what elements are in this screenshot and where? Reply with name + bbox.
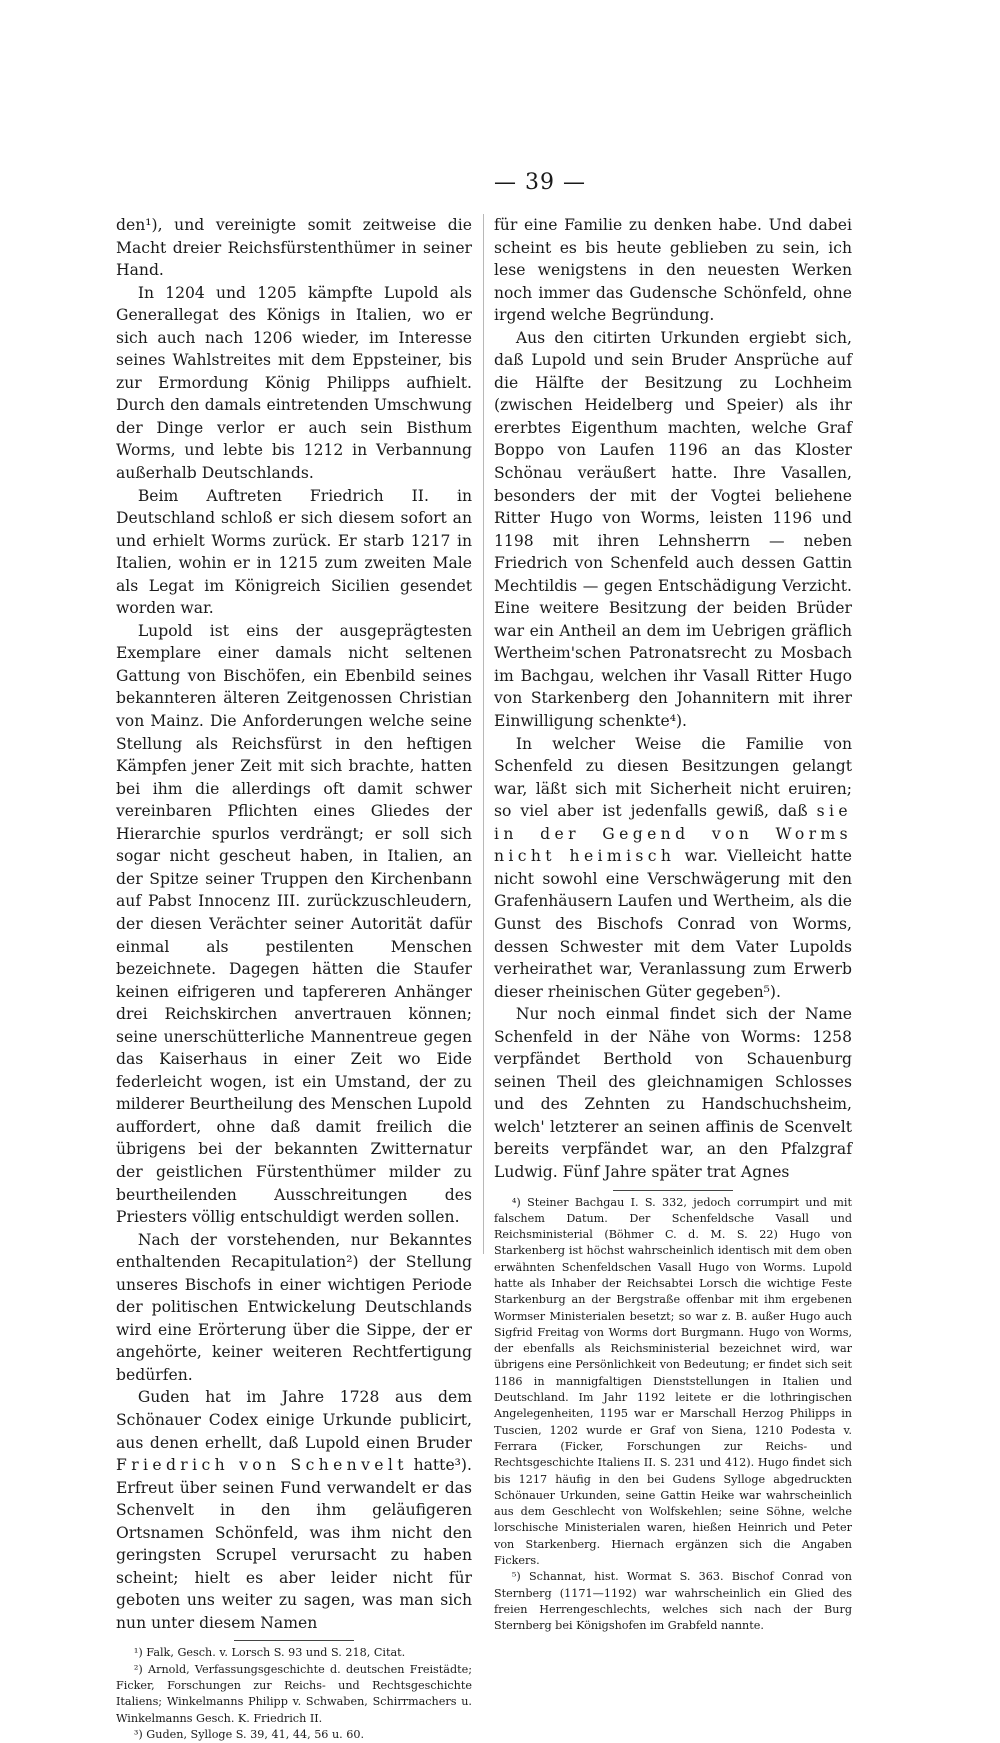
footnote: ¹) Falk, Gesch. v. Lorsch S. 93 und S. 218, Citat. <box>133 1646 406 1660</box>
page-number: — 39 — <box>494 170 586 195</box>
footnote-rule <box>613 1190 733 1191</box>
paragraph: Nur noch einmal findet sich der Name Schenfeld in der Nähe von Worms: 1258 verpfändet Berthold von Schauenburg seinen Theil des gleichnamigen Schlosses und des Zehnten zu Handschuchsheim, welch' letzterer an seinen affinis de Scenvelt bereits verpfändet war, an den Pfalzgraf Ludwig. Fünf Jahre später trat Agnes <box>494 1005 852 1181</box>
left-column <box>116 214 472 1743</box>
footnotes-right <box>494 1195 852 1635</box>
footnote: ⁵) Schannat, hist. Wormat S. 363. Bischof Conrad von Sternberg (1171—1192) war wahrscheinlich ein Glied des freien Herrengeschlechts, welches sich nach der Burg Sternberg bei Königshofen im Grabfeld nannte. <box>494 1570 852 1633</box>
paragraph: Aus den citirten Urkunden ergiebt sich, daß Lupold und sein Bruder Ansprüche auf die Hälfte der Besitzung zu Lochheim (zwischen Heidelberg und Speier) als ihr ererbtes Eigenthum machten, welche Graf Boppo von Laufen 1196 an das Kloster Schönau veräußert hatte. Ihre Vasallen, besonders der mit der Vogtei beliehene Ritter Hugo von Worms, leisten 1196 und 1198 mit ihren Lehnsherrn — neben Friedrich von Schenfeld auch dessen Gattin Mechtildis — gegen Entschädigung Verzicht. Eine weitere Besitzung der beiden Brüder war ein Antheil an dem im Uebrigen gräflich Wertheim'schen Patronatsrecht zu Mosbach im Bachgau, welchen ihr Vasall Ritter Hugo von Starkenberg den Johannitern mit ihrer Einwilligung schenkte⁴). <box>494 328 852 731</box>
text-run: Guden hat im Jahre 1728 aus dem Schönauer Codex einige Urkunde publicirt, aus denen erhellt, daß Lupold einen Bruder <box>116 1388 472 1452</box>
footnote: ⁴) Steiner Bachgau I. S. 332, jedoch corrumpirt und mit falschem Datum. Der Schenfeldsche Vasall und Reichsministerial (Böhmer C. d. M. S. 22) Hugo von Starkenberg ist höchst wahrscheinlich identisch mit dem oben erwähnten Schenfeldschen Vasall Hugo von Worms. Lupold hatte als Inhaber der Reichsabtei Lorsch die wichtige Feste Starkenburg an der Bergstraße offenbar mit ihm ergebenen Wormser Ministerialen besetzt; so war z. B. außer Hugo auch Sigfrid Freitag von Worms dort Burgmann. Hugo von Worms, der ebenfalls als Reichsministerial bezeichnet wird, war übrigens eine Persönlichkeit von Bedeutung; er findet sich seit 1186 in mannigfaltigen Dienststellungen in Italien und Deutschland. Im Jahr 1192 leitete er die lothringischen Angelegenheiten, 1195 war er Marschall Herzog Philipps in Tuscien, 1202 wurde er Graf von Siena, 1210 Podesta v. Ferrara (Ficker, Forschungen zur Reichs- und Rechtsgeschichte Italiens II. S. 231 und 412). Hugo findet sich bis 1217 häufig in den bei Gudens Sylloge abgedruckten Schönauer Urkunden, seine Gattin Heike war wahrscheinlich aus dem Geschlecht von Wolfskehlen; seine Söhne, welche lorschische Ministerialen waren, hießen Heinrich und Peter von Starkenberg. Hiernach ergänzen sich die Angaben Fickers. <box>494 1195 852 1568</box>
footnote: ³) Guden, Sylloge S. 39, 41, 44, 56 u. 60. <box>133 1727 365 1741</box>
paragraph: den¹), und vereinigte somit zeitweise die Macht dreier Reichsfürstenthümer in seiner Hand. <box>116 216 472 280</box>
text-run: In welcher Weise die Familie von Schenfeld zu diesen Besitzungen gelangt war, läßt sich mit Sicherheit nicht eruiren; so viel aber ist jedenfalls gewiß, daß <box>494 734 852 821</box>
spaced-name: Friedrich von Schenvelt <box>116 1456 408 1475</box>
paragraph: für eine Familie zu denken habe. Und dabei scheint es bis heute geblieben zu sein, ich lese wenigstens in den neuesten Werken noch immer das Gudensche Schönfeld, ohne irgend welche Begründung. <box>494 216 852 325</box>
paragraph-gudenus <box>116 1386 472 1634</box>
text-run: war. Vielleicht hatte nicht sowohl eine Verschwägerung mit den Grafenhäusern Laufen und Wertheim, als die Gunst des Bischofs Conrad von Worms, dessen Schwester mit dem Vater Lupolds verheirathet war, Veranlassung zum Erwerb dieser rheinischen Güter gegeben⁵). <box>494 847 852 1001</box>
footnote: ²) Arnold, Verfassungsgeschichte d. deutschen Freistädte; Ficker, Forschungen zur Reichs- und Rechtsgeschichte Italiens; Winkelmanns Philipp v. Schwaben, Schirrmachers u. Winkelmanns Gesch. K. Friedrich II. <box>116 1662 472 1725</box>
column-divider <box>483 214 484 1254</box>
footnotes-left <box>116 1645 472 1743</box>
spaced-phrase: sie in der Gegend von Worms nicht heimisch <box>494 802 852 866</box>
paragraph <box>494 733 852 1004</box>
paragraph: Nach der vorstehenden, nur Bekanntes enthaltenden Recapitulation²) der Stellung unseres Bischofs in einer wichtigen Periode der politischen Entwickelung Deutschlands wird eine Erörterung über die Sippe, der er angehörte, keiner weiteren Rechtfertigung bedürfen. <box>116 1230 472 1384</box>
right-column <box>494 214 852 1635</box>
footnote-rule <box>234 1640 354 1641</box>
text-run: hatte³). Erfreut über seinen Fund verwandelt er das Schenvelt in den ihm geläufigeren Ortsnamen Schönfeld, was ihm nicht den geringsten Scrupel verursacht zu haben scheint; hielt es aber leider nicht für geboten uns weiter zu sagen, was man sich nun unter diesem Namen <box>116 1456 472 1632</box>
paragraph: In 1204 und 1205 kämpfte Lupold als Generallegat des Königs in Italien, wo er sich auch nach 1206 wieder, im Interesse seines Wahlstreites mit dem Eppsteiner, bis zur Ermordung König Philipps aufhielt. Durch den damals eintretenden Umschwung der Dinge verlor er auch sein Bisthum Worms, und lebte bis 1212 in Verbannung außerhalb Deutschlands. <box>116 283 472 483</box>
paragraph: Beim Auftreten Friedrich II. in Deutschland schloß er sich diesem sofort an und erhielt Worms zurück. Er starb 1217 in Italien, wohin er in 1215 zum zweiten Male als Legat im Königreich Sicilien gesendet worden war. <box>116 486 472 618</box>
paragraph: Lupold ist eins der ausgeprägtesten Exemplare einer damals nicht seltenen Gattung von Bischöfen, ein Ebenbild seines bekannteren älteren Zeitgenossen Christian von Mainz. Die Anforderungen welche seine Stellung als Reichsfürst in den heftigen Kämpfen jener Zeit mit sich brachte, hatten bei ihm die allerdings oft damit schwer vereinbaren Pflichten eines Gliedes der Hierarchie spurlos verdrängt; er soll sich sogar nicht gescheut haben, in Italien, an der Spitze seiner Truppen den Kirchenbann auf Pabst Innocenz III. zurückzuschleudern, der diesen Verächter seiner Autorität dafür einmal als pestilenten Menschen bezeichnete. Dagegen hätten die Staufer keinen eifrigeren und tapfereren Anhänger drei Reichskirchen anvertrauen können; seine unerschütterliche Mannentreue gegen das Kaiserhaus in einer Zeit wo Eide federleicht wogen, ist ein Umstand, der zu milderer Beurtheilung des Menschen Lupold auffordert, ohne daß damit freilich die übrigens bei der bekannten Zwitternatur der geistlichen Fürstenthümer milder zu beurtheilenden Ausschreitungen des Priesters völlig entschuldigt werden sollen. <box>116 621 472 1227</box>
